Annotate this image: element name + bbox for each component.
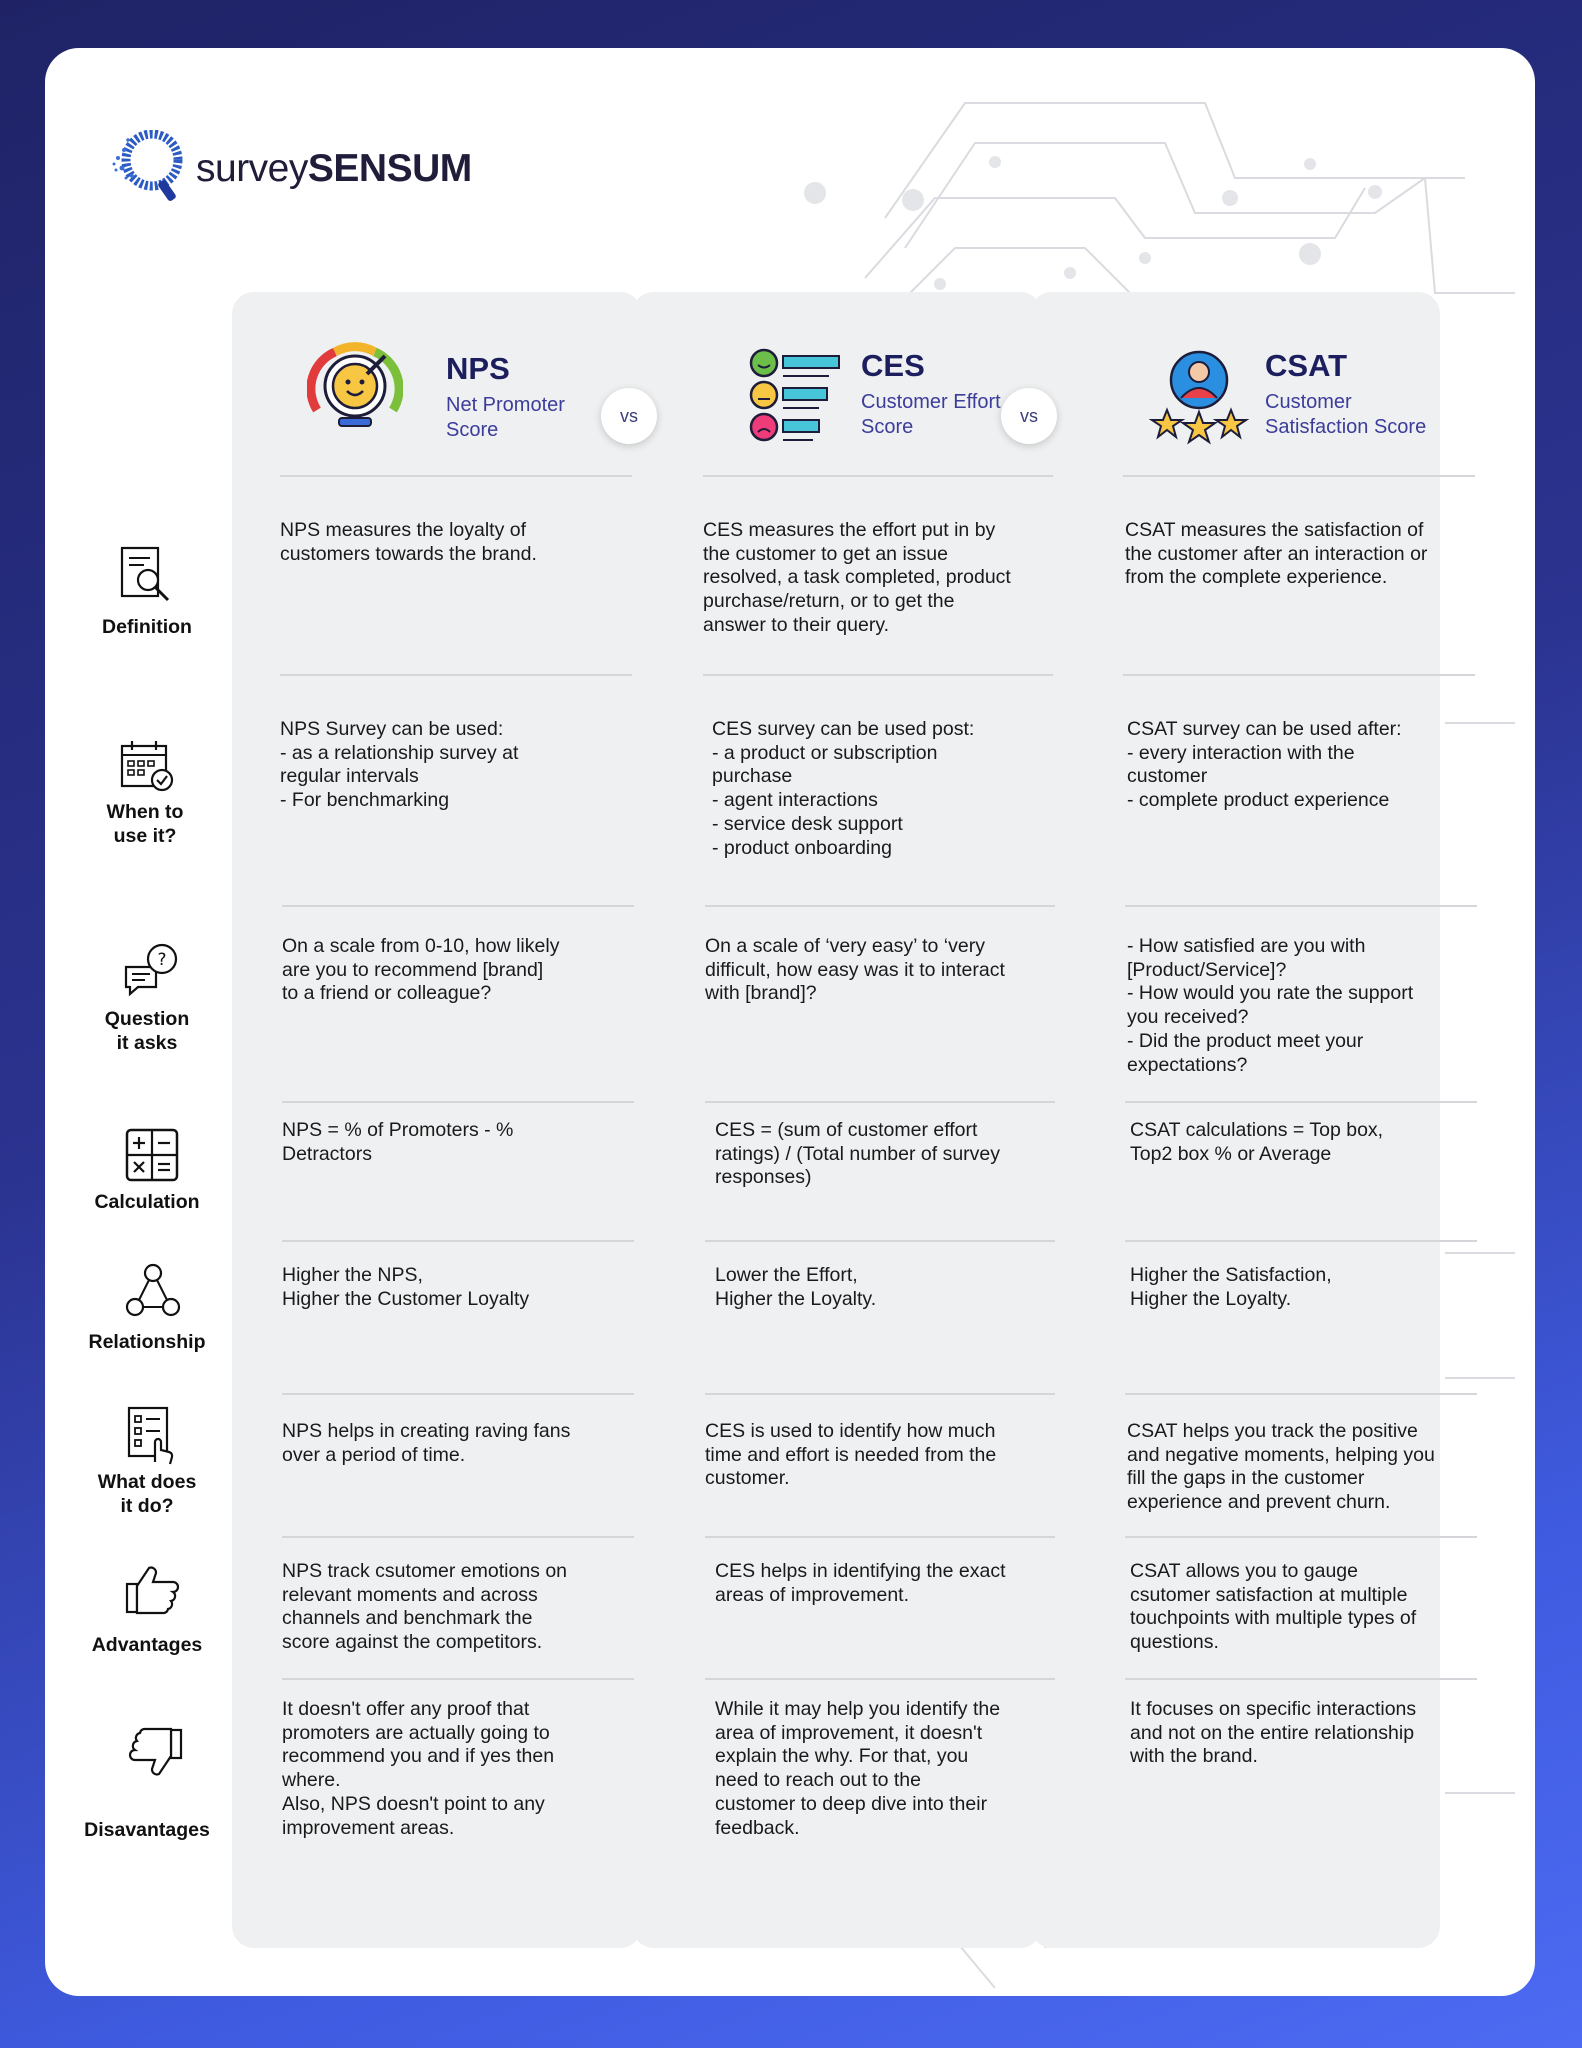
when-to-use-nps: NPS Survey can be used: - as a relationship survey at regular intervals - For benchmarking [280, 718, 519, 812]
question-csat: - How satisfied are you with [Product/Service]? - How would you rate the support you received? - Did the product meet your expectations? [1127, 935, 1414, 1076]
separator [1125, 1240, 1477, 1242]
advantages-ces: CES helps in identifying the exact areas of improvement. [715, 1560, 1006, 1606]
separator [705, 1393, 1055, 1395]
separator [705, 1678, 1055, 1680]
relationship-csat: Higher the Satisfaction, Higher the Loyalty. [1130, 1264, 1332, 1310]
calendar-check-icon [119, 738, 175, 792]
separator [1125, 905, 1477, 907]
separator [703, 674, 1053, 676]
document-search-icon [118, 546, 174, 604]
separator [282, 905, 634, 907]
calculation-nps: NPS = % of Promoters - % Detractors [282, 1119, 514, 1165]
relationship-ces: Lower the Effort, Higher the Loyalty. [715, 1264, 877, 1310]
row-label-question: Question it asks [104, 1008, 190, 1054]
separator [280, 674, 632, 676]
row-label-when-to-use: When to use it? [106, 801, 184, 847]
calculation-csat: CSAT calculations = Top box, Top2 box % or Average [1130, 1119, 1384, 1165]
separator [1125, 1678, 1477, 1680]
row-label-definition: Definition [102, 616, 192, 638]
separator [705, 905, 1055, 907]
separator [703, 475, 1053, 477]
disadvantages-ces: While it may help you identify the area of improvement, it doesn't explain the why. For that, you need to reach out to the customer to deep dive into their feedback. [715, 1698, 1001, 1839]
separator [705, 1240, 1055, 1242]
logo-q-icon [112, 130, 194, 208]
when-to-use-csat: CSAT survey can be used after: - every interaction with the customer - complete product experience [1127, 718, 1402, 812]
calculator-icon [125, 1128, 179, 1182]
logo-wordmark: surveySENSUM [196, 147, 472, 190]
separator [282, 1240, 634, 1242]
thumbs-up-icon [125, 1562, 183, 1616]
row-label-disadvantages: Disavantages [84, 1819, 210, 1841]
advantages-nps: NPS track csutomer emotions on relevant moments and across channels and benchmark the score against the competitors. [282, 1560, 568, 1654]
question-chat-icon [123, 943, 181, 999]
separator [1125, 1393, 1477, 1395]
nps-subtitle: Net Promoter Score [446, 394, 565, 441]
row-label-relationship: Relationship [88, 1331, 206, 1353]
csat-title: CSAT [1265, 348, 1348, 383]
user-stars-icon [1149, 348, 1249, 448]
ces-subtitle: Customer Effort Score [861, 391, 1001, 438]
row-label-calculation: Calculation [94, 1191, 200, 1213]
effort-faces-list-icon [749, 348, 845, 444]
separator [1123, 475, 1475, 477]
speedometer-smiley-icon [307, 338, 403, 434]
surveysensum-logo [112, 130, 472, 208]
definition-nps: NPS measures the loyalty of customers towards the brand. [280, 519, 537, 565]
relationship-nps: Higher the NPS, Higher the Customer Loyalty [282, 1264, 530, 1310]
question-ces: On a scale of ‘very easy’ to ‘very difficult, how easy was it to interact with [brand]? [705, 935, 1005, 1005]
infographic-card [45, 48, 1535, 1996]
separator [282, 1678, 634, 1680]
separator [705, 1536, 1055, 1538]
advantages-csat: CSAT allows you to gauge csutomer satisfaction at multiple touchpoints with multiple types of questions. [1130, 1560, 1417, 1654]
question-nps: On a scale from 0-10, how likely are you to recommend [brand] to a friend or colleague? [282, 935, 560, 1005]
row-label-advantages: Advantages [91, 1634, 203, 1656]
csat-subtitle: Customer Satisfaction Score [1265, 391, 1427, 438]
nps-title: NPS [446, 351, 510, 386]
ces-title: CES [861, 348, 925, 383]
checklist-hand-icon [125, 1406, 181, 1466]
separator [282, 1536, 634, 1538]
thumbs-down-icon [125, 1726, 183, 1780]
svg-text:?: ? [157, 950, 167, 970]
definition-csat: CSAT measures the satisfaction of the customer after an interaction or from the complete experience. [1125, 519, 1428, 589]
disadvantages-csat: It focuses on specific interactions and not on the entire relationship with the brand. [1130, 1698, 1417, 1768]
separator [282, 1101, 634, 1103]
separator [280, 475, 632, 477]
definition-ces: CES measures the effort put in by the customer to get an issue resolved, a task completed, product purchase/return, or to get the answer to their query. [703, 519, 1011, 636]
when-to-use-ces: CES survey can be used post: - a product or subscription purchase - agent interactions - service desk support - product onboarding [712, 718, 975, 859]
what-does-it-do-csat: CSAT helps you track the positive and negative moments, helping you fill the gaps in the customer experience and prevent churn. [1127, 1420, 1435, 1514]
row-label-what-does-it-do: What does it do? [97, 1471, 197, 1517]
separator [282, 1393, 634, 1395]
vs-badge: vs [1001, 388, 1057, 444]
vs-badge: vs [601, 388, 657, 444]
separator [1123, 674, 1475, 676]
separator [705, 1101, 1055, 1103]
calculation-ces: CES = (sum of customer effort ratings) / (Total number of survey responses) [715, 1119, 1001, 1189]
separator [1125, 1101, 1477, 1103]
relationship-network-icon [125, 1263, 181, 1319]
what-does-it-do-ces: CES is used to identify how much time and effort is needed from the customer. [705, 1420, 997, 1490]
separator [1125, 1536, 1477, 1538]
what-does-it-do-nps: NPS helps in creating raving fans over a period of time. [282, 1420, 571, 1466]
disadvantages-nps: It doesn't offer any proof that promoters are actually going to recommend you and if yes then where. Also, NPS doesn't point to any improvement areas. [282, 1698, 555, 1839]
